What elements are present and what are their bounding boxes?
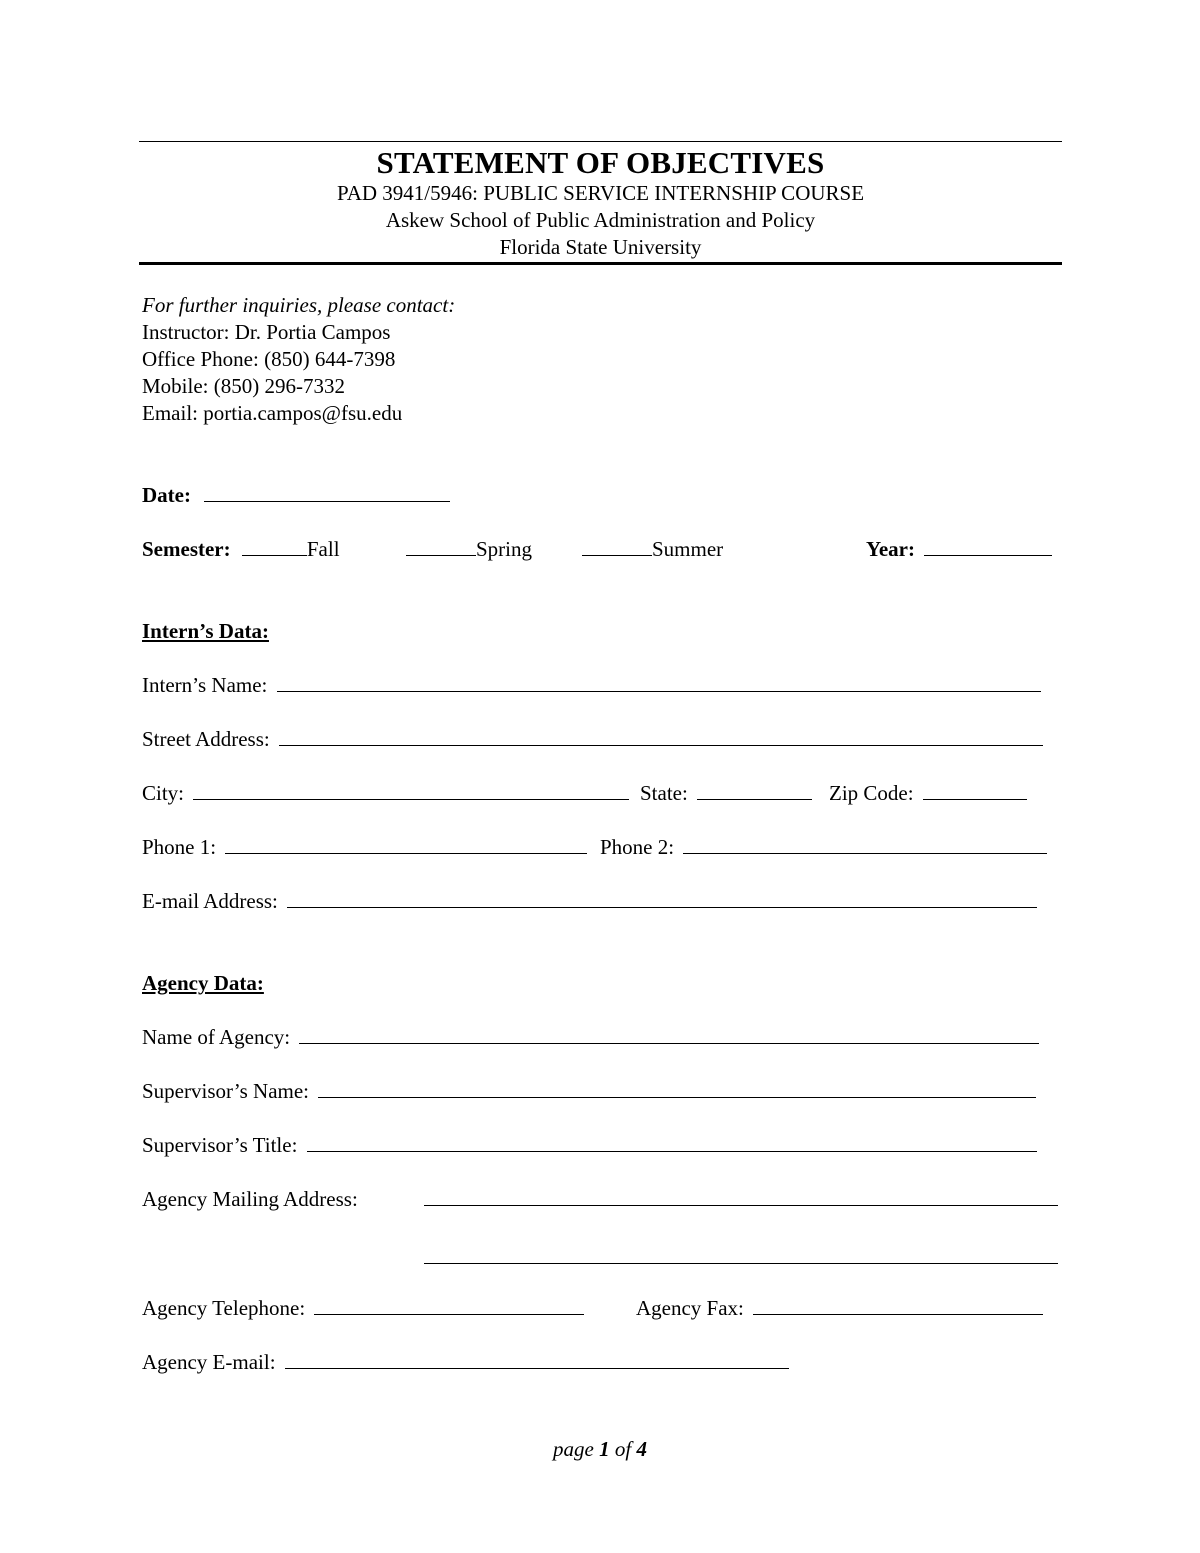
intern-data-heading: Intern’s Data: [142,619,269,643]
contact-email: Email: portia.campos@fsu.edu [142,401,403,425]
page-current: 1 [599,1437,610,1461]
state-row [640,780,812,806]
zip-row [829,780,1027,806]
summer-option [582,536,723,562]
city-field[interactable] [193,781,629,800]
summer-option-label: Summer [652,537,724,561]
intern-name-row [142,672,1041,698]
supervisor-name-field[interactable] [318,1079,1036,1098]
date-row [142,482,450,508]
header-top-rule [139,141,1062,142]
email-address-label: E-mail Address: [142,889,278,913]
mailing-address-label: Agency Mailing Address: [142,1187,358,1211]
phone2-label: Phone 2: [600,835,675,859]
spring-checkbox-blank[interactable] [406,537,476,556]
spring-option-label: Spring [476,537,533,561]
mailing-address-line-2 [424,1244,1058,1270]
agency-fax-row [636,1295,1043,1321]
phone1-row [142,834,587,860]
document-title: STATEMENT OF OBJECTIVES [376,145,825,180]
zip-label: Zip Code: [829,781,914,805]
agency-email-field[interactable] [285,1350,789,1369]
page-number [0,1437,1200,1462]
street-address-row [142,726,1043,752]
header-bottom-rule [139,262,1062,265]
agency-telephone-field[interactable] [314,1296,584,1315]
date-field[interactable] [204,483,450,502]
zip-field[interactable] [923,781,1027,800]
semester-label: Semester: [142,537,231,561]
street-address-field[interactable] [279,727,1043,746]
phone1-field[interactable] [225,835,587,854]
supervisor-title-field[interactable] [307,1133,1037,1152]
university-line: Florida State University [499,235,702,259]
supervisor-name-row [142,1078,1036,1104]
contact-intro: For further inquiries, please contact: [142,293,456,317]
email-address-row [142,888,1037,914]
year-field[interactable] [924,537,1052,556]
page-word: page [553,1437,594,1461]
agency-fax-field[interactable] [753,1296,1043,1315]
year-row [866,536,1052,562]
state-label: State: [640,781,688,805]
date-label: Date: [142,483,191,507]
phone2-row [600,834,1047,860]
summer-checkbox-blank[interactable] [582,537,652,556]
agency-name-label: Name of Agency: [142,1025,291,1049]
agency-fax-label: Agency Fax: [636,1296,744,1320]
intern-name-label: Intern’s Name: [142,673,268,697]
agency-name-field[interactable] [299,1025,1039,1044]
street-address-label: Street Address: [142,727,270,751]
agency-data-heading: Agency Data: [142,971,264,995]
supervisor-name-label: Supervisor’s Name: [142,1079,310,1103]
contact-mobile: Mobile: (850) 296-7332 [142,374,345,398]
supervisor-title-row [142,1132,1037,1158]
phone1-label: Phone 1: [142,835,217,859]
course-line: PAD 3941/5946: PUBLIC SERVICE INTERNSHIP COURSE [336,181,865,205]
agency-email-label: Agency E-mail: [142,1350,276,1374]
school-line: Askew School of Public Administration and Policy [385,208,816,232]
phone2-field[interactable] [683,835,1047,854]
intern-name-field[interactable] [277,673,1041,692]
mailing-address-field-1[interactable] [424,1187,1058,1206]
city-row [142,780,629,806]
agency-email-row [142,1349,789,1375]
page-of: of [614,1437,632,1461]
supervisor-title-label: Supervisor’s Title: [142,1133,298,1157]
semester-row [142,536,340,562]
mailing-address-line-1 [424,1186,1058,1212]
city-label: City: [142,781,185,805]
contact-instructor: Instructor: Dr. Portia Campos [142,320,391,344]
state-field[interactable] [697,781,812,800]
mailing-address-field-2[interactable] [424,1245,1058,1264]
spring-option [406,536,532,562]
agency-telephone-label: Agency Telephone: [142,1296,306,1320]
page-total: 4 [636,1437,647,1461]
fall-checkbox-blank[interactable] [242,537,307,556]
year-label: Year: [866,537,915,561]
fall-option-label: Fall [306,537,340,561]
contact-office-phone: Office Phone: (850) 644-7398 [142,347,396,371]
agency-name-row [142,1024,1039,1050]
email-address-field[interactable] [287,889,1037,908]
agency-telephone-row [142,1295,584,1321]
